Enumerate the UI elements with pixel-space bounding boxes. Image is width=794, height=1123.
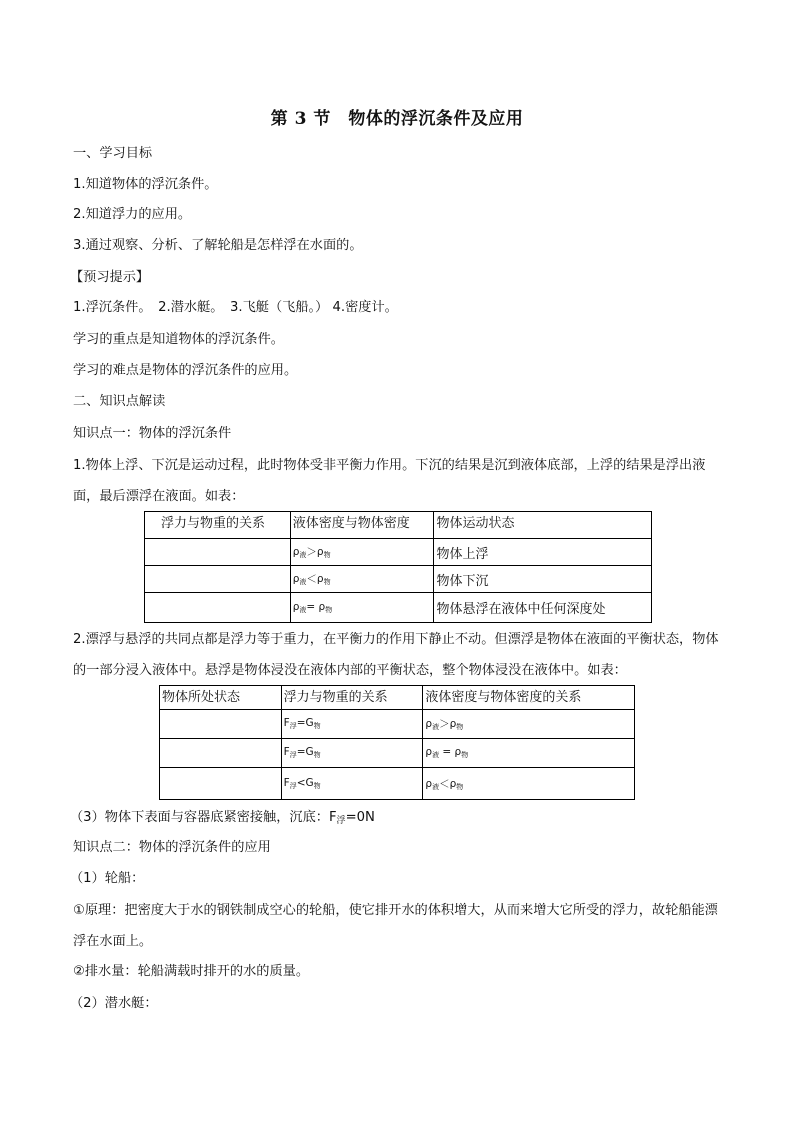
- sub-heading-ship: （1）轮船：: [70, 871, 145, 886]
- section-heading-knowledge: 二、知识点解读: [73, 394, 166, 409]
- preview-items: 1.浮沉条件。 2.潜水艇。 3.飞艇（飞船。） 4.密度计。: [73, 300, 398, 315]
- table-row: [145, 593, 652, 623]
- force-relation: $F_浮=G_物$: [281, 739, 423, 768]
- table-row: [160, 768, 635, 800]
- table-row: [145, 566, 652, 593]
- table-cell: [145, 539, 291, 566]
- difficulty-point: 学习的难点是物体的浮沉条件的应用。: [73, 363, 298, 378]
- preview-heading: 【预习提示】: [70, 270, 150, 285]
- table-row: [160, 710, 635, 739]
- ship-displacement: ②排水量：轮船满载时排开的水的质量。: [73, 964, 310, 979]
- key-point: 学习的重点是知道物体的浮沉条件。: [73, 332, 284, 347]
- table-header: 液体密度与物体密度: [290, 512, 434, 539]
- paragraph-3: （3）物体下表面与容器底紧密接触，沉底：$F_浮=0N$: [70, 810, 375, 826]
- table-header: 物体运动状态: [434, 512, 652, 539]
- table-header: 液体密度与物体密度的关系: [423, 686, 635, 710]
- table-cell: [145, 566, 291, 593]
- float-suspend-table: [159, 685, 635, 800]
- density-relation: $\rho_液<\rho_物$: [290, 566, 434, 593]
- density-relation: $\rho_液>\rho_物$: [290, 539, 434, 566]
- knowledge-point-1-heading: 知识点一：物体的浮沉条件: [73, 426, 232, 441]
- paragraph-2: 2.漂浮与悬浮的共同点都是浮力等于重力，在平衡力的作用下静止不动。但漂浮是物体在液面的平衡状态，物体的一部分浸入液体中。悬浮是物体浸没在液体内部的平衡状态，整个物体浸没在液体中。如表：: [73, 632, 719, 678]
- motion-state: 物体上浮: [434, 539, 652, 566]
- density-relation: $\rho_液>\rho_物$: [423, 710, 635, 739]
- table-header: 浮力与物重的关系: [145, 512, 291, 539]
- goal-item: 2.知道浮力的应用。: [73, 207, 192, 222]
- force-relation: $F_浮=G_物$: [281, 710, 423, 739]
- density-relation: $\rho_液<\rho_物$: [423, 768, 635, 800]
- table-row: [145, 539, 652, 566]
- table-cell: [145, 593, 291, 623]
- motion-state: 物体悬浮在液体中任何深度处: [434, 593, 652, 623]
- goal-item: 3.通过观察、分析、了解轮船是怎样浮在水面的。: [73, 238, 363, 253]
- section-heading-goals: 一、学习目标: [73, 146, 153, 161]
- table-header: 物体所处状态: [160, 686, 282, 710]
- table-cell: [160, 710, 282, 739]
- density-relation: $\rho_液 = \rho_物$: [423, 739, 635, 768]
- knowledge-point-2-heading: 知识点二：物体的浮沉条件的应用: [73, 840, 271, 855]
- page-title: 第 3 节 物体的浮沉条件及应用: [270, 109, 524, 129]
- table-header: 浮力与物重的关系: [281, 686, 423, 710]
- density-relation: $\rho_液= \rho_物$: [290, 593, 434, 623]
- force-relation: $F_浮<G_物$: [281, 768, 423, 800]
- paragraph-1: 1.物体上浮、下沉是运动过程，此时物体受非平衡力作用。下沉的结果是沉到液体底部，上浮的结果是浮出液面，最后漂浮在液面。如表：: [73, 458, 706, 504]
- sub-heading-submarine: （2）潜水艇：: [70, 996, 158, 1011]
- goal-item: 1.知道物体的浮沉条件。: [73, 177, 218, 192]
- table-cell: [160, 768, 282, 800]
- table-cell: [160, 739, 282, 768]
- float-sink-table: [144, 511, 652, 623]
- table-row: [160, 739, 635, 768]
- motion-state: 物体下沉: [434, 566, 652, 593]
- ship-principle: ①原理：把密度大于水的钢铁制成空心的轮船，使它排开水的体积增大，从而来增大它所受的浮力，故轮船能漂浮在水面上。: [73, 903, 718, 949]
